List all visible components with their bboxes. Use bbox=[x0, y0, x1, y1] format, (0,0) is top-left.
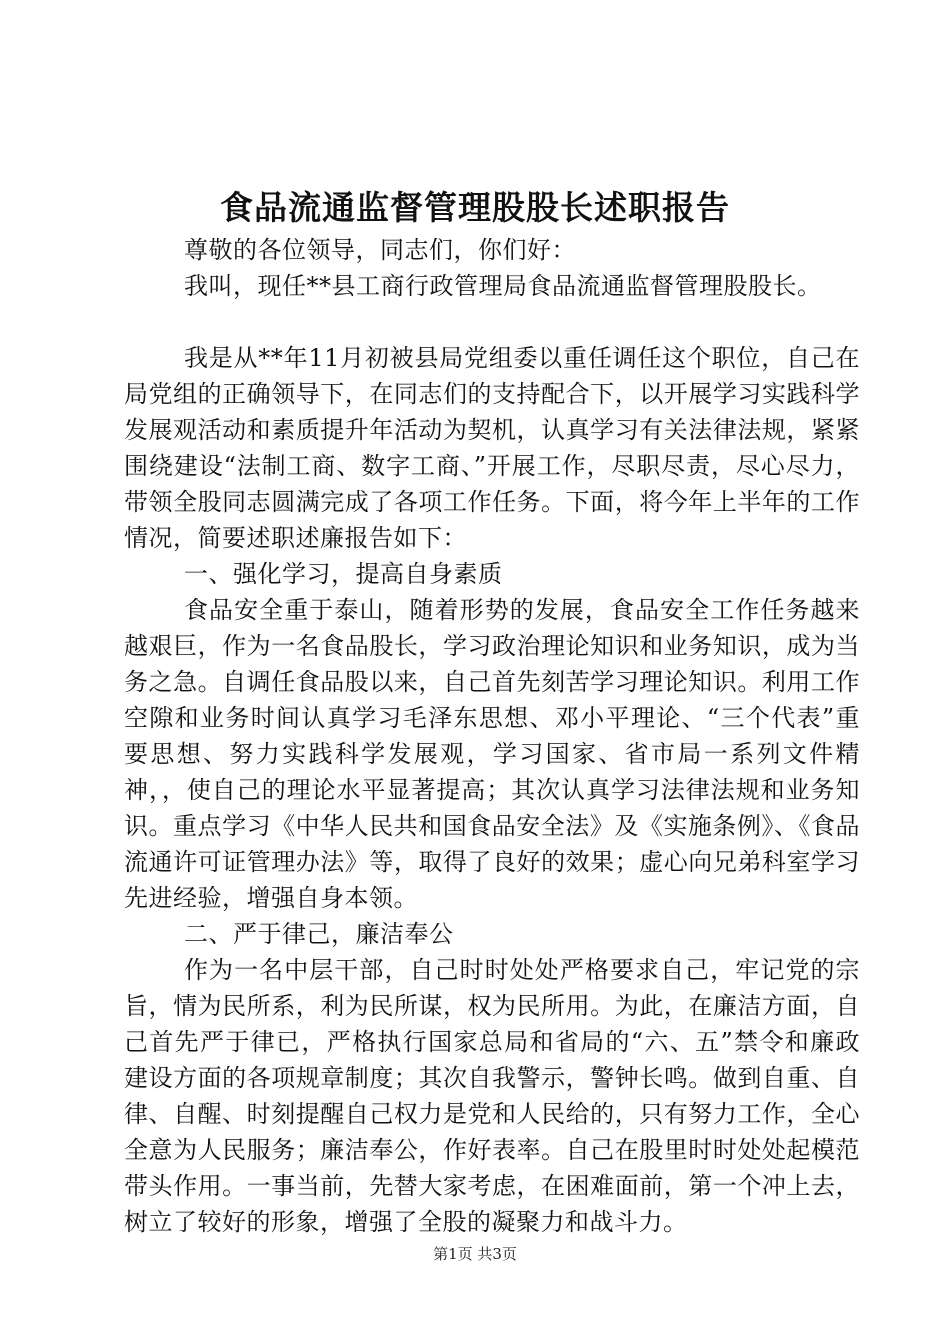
section-heading-integrity: 二、严于律己，廉洁奉公 bbox=[184, 920, 454, 948]
page-footer: 第1页 共3页 bbox=[433, 1245, 517, 1263]
section-body-integrity: 作为一名中层干部，自己时时处处严格要求自己，牢记党的宗旨，情为民所系，利为民所谋，权为民所用。为此，在廉洁方面，自己首先严于律已，严格执行国家总局和省局的“六、五”禁令和廉政建设方面的各项规章制度；其次自我警示，警钟长鸣。做到自重、自律、自醒、时刻提醒自己权力是党和人民给的，只有努力工作，全心全意为人民服务；廉洁奉公，作好表率。自己在股里时时处处起模范带头作用。一事当前，先替大家考虑，在困难面前，第一个冲上去，树立了较好的形象，增强了全股的凝聚力和战斗力。 bbox=[124, 956, 860, 1236]
overview-paragraph: 我是从**年11月初被县局党组委以重任调任这个职位，自己在局党组的正确领导下，在同志们的支持配合下，以开展学习实践科学发展观活动和素质提升年活动为契机，认真学习有关法律法规，紧紧围绕建设“法制工商、数字工商、”开展工作，尽职尽责，尽心尽力，带领全股同志圆满完成了各项工作任务。下面，将今年上半年的工作情况，简要述职述廉报告如下： bbox=[124, 344, 860, 552]
section-heading-study: 一、强化学习，提高自身素质 bbox=[184, 560, 503, 588]
section-body-study: 食品安全重于泰山，随着形势的发展，食品安全工作任务越来越艰巨，作为一名食品股长，学习政治理论知识和业务知识，成为当务之急。自调任食品股以来，自己首先刻苦学习理论知识。利用工作空隙和业务时间认真学习毛泽东思想、邓小平理论、“三个代表”重要思想、努力实践科学发展观，学习国家、省市局一系列文件精神，，使自己的理论水平显著提高；其次认真学习法律法规和业务知识。重点学习《中华人民共和国食品安全法》及《实施条例》、《食品流通许可证管理办法》等，取得了良好的效果；虚心向兄弟科室学习先进经验，增强自身本领。 bbox=[124, 596, 860, 912]
document-title: 食品流通监督管理股股长述职报告 bbox=[220, 188, 730, 227]
introduction-paragraph: 我叫，现任**县工商行政管理局食品流通监督管理股股长。 bbox=[184, 272, 822, 300]
document-body bbox=[124, 232, 860, 1240]
greeting-paragraph: 尊敬的各位领导，同志们，你们好： bbox=[184, 236, 576, 264]
paragraph-gap bbox=[124, 304, 860, 340]
